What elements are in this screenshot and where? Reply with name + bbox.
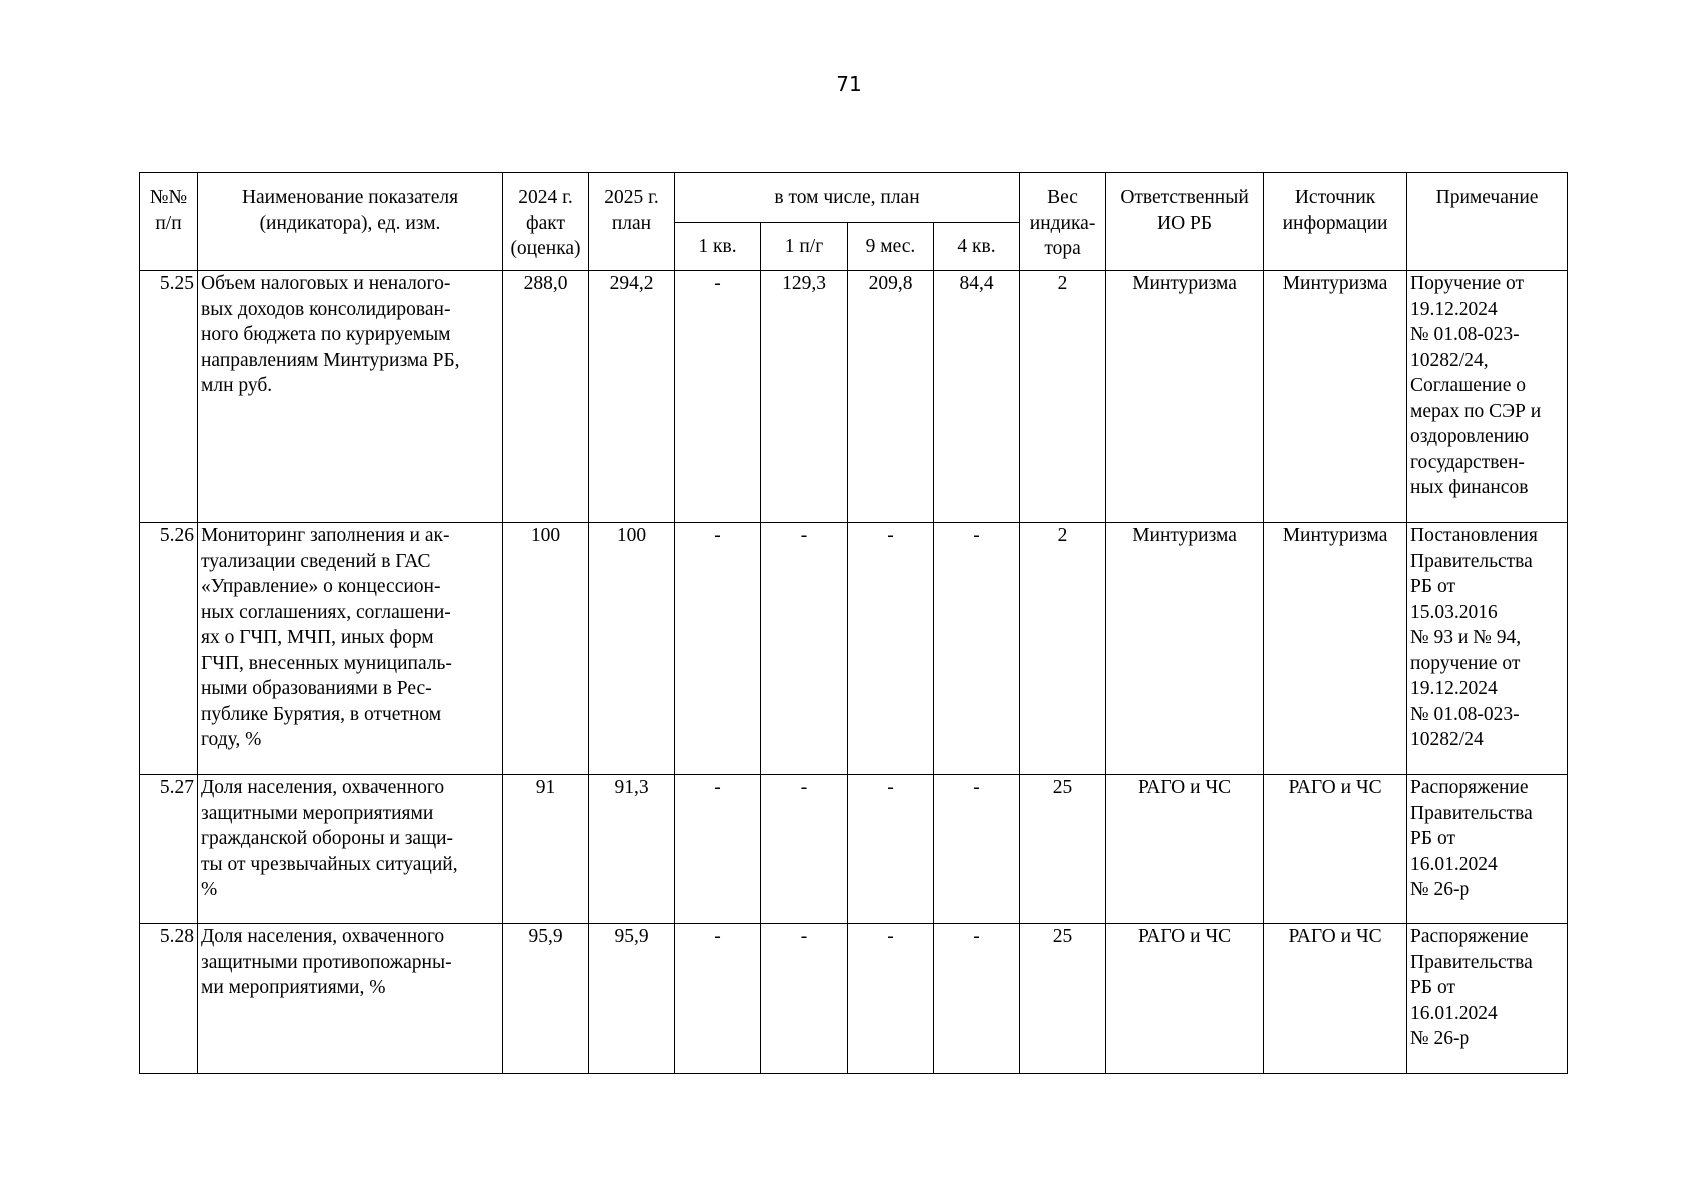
header-q4: 4 кв.	[934, 223, 1020, 271]
plan-cell: 100	[589, 523, 675, 775]
note-line: 15.03.2016	[1410, 601, 1498, 623]
weight-cell: 25	[1020, 924, 1106, 1074]
indicator-name	[198, 271, 503, 523]
responsible-cell: РАГО и ЧС	[1106, 775, 1264, 924]
responsible-cell: Минтуризма	[1106, 523, 1264, 775]
fact-cell: 288,0	[503, 271, 589, 523]
note-line: Правительства	[1410, 802, 1533, 824]
indicator-name-line: млн руб.	[201, 375, 273, 396]
h1-cell: 129,3	[761, 271, 848, 523]
note-cell	[1407, 775, 1568, 924]
indicator-name-line: Доля населения, охваченного	[201, 777, 445, 798]
header-num: №№ п/п	[140, 173, 198, 271]
table-header	[140, 173, 1568, 271]
page-number: 71	[836, 72, 862, 96]
note-line: № 26-р	[1410, 1028, 1470, 1049]
indicator-name-line: ными образованиями в Рес-	[201, 678, 432, 699]
row-number: 5.25	[140, 271, 198, 523]
indicator-name-line: ГЧП, внесенных муниципаль-	[201, 652, 452, 674]
fact-cell: 95,9	[503, 924, 589, 1074]
h1-cell: -	[761, 924, 848, 1074]
responsible-cell: Минтуризма	[1106, 271, 1264, 523]
header-responsible: Ответственный ИО РБ	[1106, 173, 1264, 271]
q4-cell: -	[934, 775, 1020, 924]
header-source: Источник информации	[1264, 173, 1407, 271]
note-line: РБ от	[1410, 977, 1455, 998]
note-line: РБ от	[1410, 828, 1455, 849]
q4-cell: 84,4	[934, 271, 1020, 523]
q1-cell: -	[675, 924, 761, 1074]
table-row	[140, 924, 1568, 1074]
fact-cell: 91	[503, 775, 589, 924]
note-line: Правительства	[1410, 951, 1533, 973]
table-row	[140, 775, 1568, 924]
indicator-name-line: «Управление» о концессион-	[201, 576, 441, 597]
weight-cell: 25	[1020, 775, 1106, 924]
table-row	[140, 523, 1568, 775]
q1-cell: -	[675, 523, 761, 775]
indicator-name-line: Мониторинг заполнения и ак-	[201, 525, 450, 546]
indicator-name-line: публике Бурятия, в отчетном	[201, 703, 442, 725]
header-plan: 2025 г. план	[589, 173, 675, 271]
note-line: Постановления	[1410, 525, 1538, 546]
fact-cell: 100	[503, 523, 589, 775]
indicator-name-line: Объем налоговых и неналого-	[201, 273, 451, 294]
header-note: Примечание	[1407, 173, 1568, 271]
indicator-name-line: %	[201, 879, 218, 900]
source-cell: Минтуризма	[1264, 523, 1407, 775]
note-line: 10282/24,	[1410, 349, 1489, 371]
indicator-name-line: защитными мероприятиями	[201, 802, 434, 824]
note-line: 16.01.2024	[1410, 853, 1498, 875]
q4-cell: -	[934, 523, 1020, 775]
indicator-name-line: туализации сведений в ГАС	[201, 550, 431, 572]
note-line: Правительства	[1410, 550, 1533, 572]
note-line: 16.01.2024	[1410, 1002, 1498, 1024]
indicator-name-line: ного бюджета по курируемым	[201, 324, 451, 345]
note-line: мерах по СЭР и	[1410, 400, 1542, 422]
note-line: Распоряжение	[1410, 926, 1529, 947]
plan-cell: 294,2	[589, 271, 675, 523]
note-line: 19.12.2024	[1410, 298, 1498, 320]
responsible-cell: РАГО и ЧС	[1106, 924, 1264, 1074]
source-cell: РАГО и ЧС	[1264, 924, 1407, 1074]
h1-cell: -	[761, 775, 848, 924]
header-q1: 1 кв.	[675, 223, 761, 271]
header-9m: 9 мес.	[848, 223, 934, 271]
plan-cell: 95,9	[589, 924, 675, 1074]
note-line: № 01.08-023-	[1410, 324, 1520, 345]
note-cell	[1407, 924, 1568, 1074]
header-weight: Вес индика- тора	[1020, 173, 1106, 271]
indicator-name-line: гражданской обороны и защи-	[201, 828, 454, 849]
header-including-plan: в том числе, план	[675, 173, 1020, 223]
note-line: государствен-	[1410, 451, 1525, 473]
source-cell: Минтуризма	[1264, 271, 1407, 523]
indicator-name-line: вых доходов консолидирован-	[201, 298, 451, 320]
note-line: № 93 и № 94,	[1410, 627, 1522, 648]
indicator-name-line: ях о ГЧП, МЧП, иных форм	[201, 627, 434, 648]
9m-cell: -	[848, 775, 934, 924]
header-name: Наименование показателя (индикатора), ед. изм.	[198, 173, 503, 271]
header-h1: 1 п/г	[761, 223, 848, 271]
indicator-name-line: году, %	[201, 729, 262, 750]
note-line: РБ от	[1410, 576, 1455, 597]
note-line: поручение от	[1410, 652, 1521, 674]
indicator-name-line: ми мероприятиями, %	[201, 977, 386, 998]
note-line: ных финансов	[1410, 477, 1529, 498]
source-cell: РАГО и ЧС	[1264, 775, 1407, 924]
indicator-name-line: Доля населения, охваченного	[201, 926, 445, 947]
row-number: 5.27	[140, 775, 198, 924]
header-fact: 2024 г. факт (оценка)	[503, 173, 589, 271]
note-line: Поручение от	[1410, 273, 1524, 294]
note-line: Распоряжение	[1410, 777, 1529, 798]
indicator-name-line: ты от чрезвычайных ситуаций,	[201, 853, 458, 875]
table-body	[140, 271, 1568, 1074]
q4-cell: -	[934, 924, 1020, 1074]
note-cell	[1407, 523, 1568, 775]
indicator-name-line: защитными противопожарны-	[201, 951, 452, 973]
indicator-name	[198, 775, 503, 924]
plan-cell: 91,3	[589, 775, 675, 924]
note-line: Соглашение о	[1410, 375, 1527, 396]
weight-cell: 2	[1020, 523, 1106, 775]
indicator-name-line: направлениям Минтуризма РБ,	[201, 349, 460, 371]
weight-cell: 2	[1020, 271, 1106, 523]
row-number: 5.28	[140, 924, 198, 1074]
q1-cell: -	[675, 271, 761, 523]
table-row	[140, 271, 1568, 523]
9m-cell: 209,8	[848, 271, 934, 523]
h1-cell: -	[761, 523, 848, 775]
indicator-name	[198, 924, 503, 1074]
indicator-name-line: ных соглашениях, соглашени-	[201, 601, 451, 623]
9m-cell: -	[848, 523, 934, 775]
note-line: № 01.08-023-	[1410, 703, 1520, 725]
note-line: № 26-р	[1410, 879, 1470, 900]
note-line: 10282/24	[1410, 729, 1484, 750]
row-number: 5.26	[140, 523, 198, 775]
indicators-table	[139, 172, 1568, 1074]
9m-cell: -	[848, 924, 934, 1074]
note-cell	[1407, 271, 1568, 523]
note-line: 19.12.2024	[1410, 678, 1498, 699]
indicator-name	[198, 523, 503, 775]
note-line: оздоровлению	[1410, 426, 1530, 447]
q1-cell: -	[675, 775, 761, 924]
